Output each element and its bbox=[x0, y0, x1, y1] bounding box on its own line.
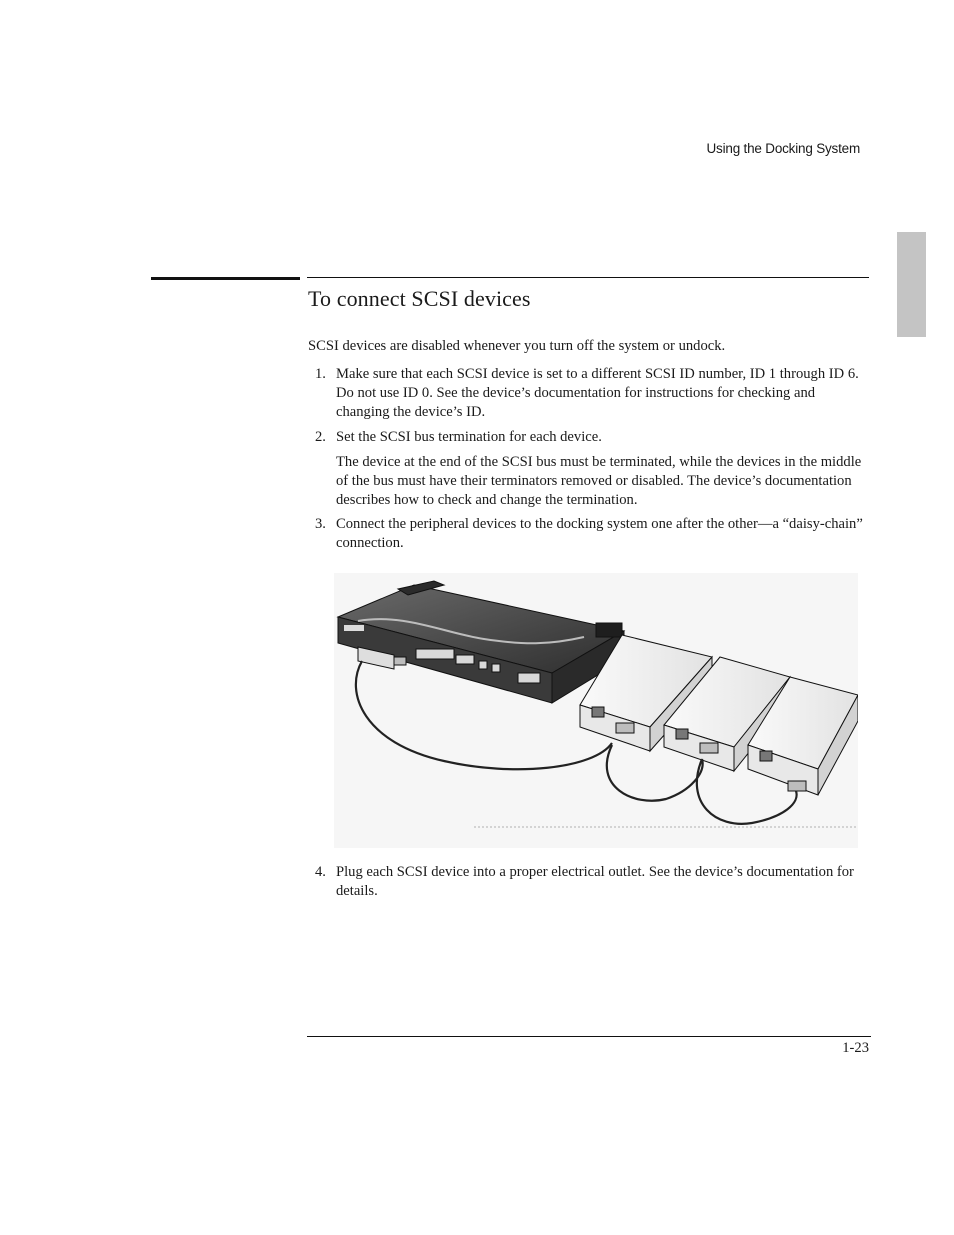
step-text: Plug each SCSI device into a proper electrical outlet. See the device’s documentation for details. bbox=[336, 864, 854, 899]
chapter-thumb-tab bbox=[897, 232, 926, 337]
daisy-chain-illustration bbox=[334, 573, 858, 848]
intro-paragraph: SCSI devices are disabled whenever you turn off the system or undock. bbox=[308, 338, 726, 354]
step-number: 3. bbox=[315, 516, 326, 532]
section-title: To connect SCSI devices bbox=[308, 286, 531, 311]
step-number: 1. bbox=[315, 366, 326, 382]
section-rule-right bbox=[307, 277, 869, 278]
running-header: Using the Docking System bbox=[706, 141, 860, 156]
step-text: Set the SCSI bus termination for each device. bbox=[336, 429, 602, 445]
step-text: Connect the peripheral devices to the docking system one after the other—a “daisy-chain” connection. bbox=[336, 516, 863, 551]
step-text: Make sure that each SCSI device is set to a different SCSI ID number, ID 1 through ID 6. Do not use ID 0. See the device’s documentation for instructions for checking and changing the device’s ID. bbox=[336, 366, 859, 420]
step-number: 4. bbox=[315, 864, 326, 880]
step-number: 2. bbox=[315, 429, 326, 445]
page-number: 1-23 bbox=[842, 1040, 869, 1056]
section-rule-left bbox=[151, 277, 300, 280]
step-note: The device at the end of the SCSI bus must be terminated, while the devices in the middle of the bus must have their terminators removed or disabled. The device’s documentation describes how to check and change the termination. bbox=[336, 454, 862, 508]
footer-rule bbox=[307, 1036, 871, 1037]
